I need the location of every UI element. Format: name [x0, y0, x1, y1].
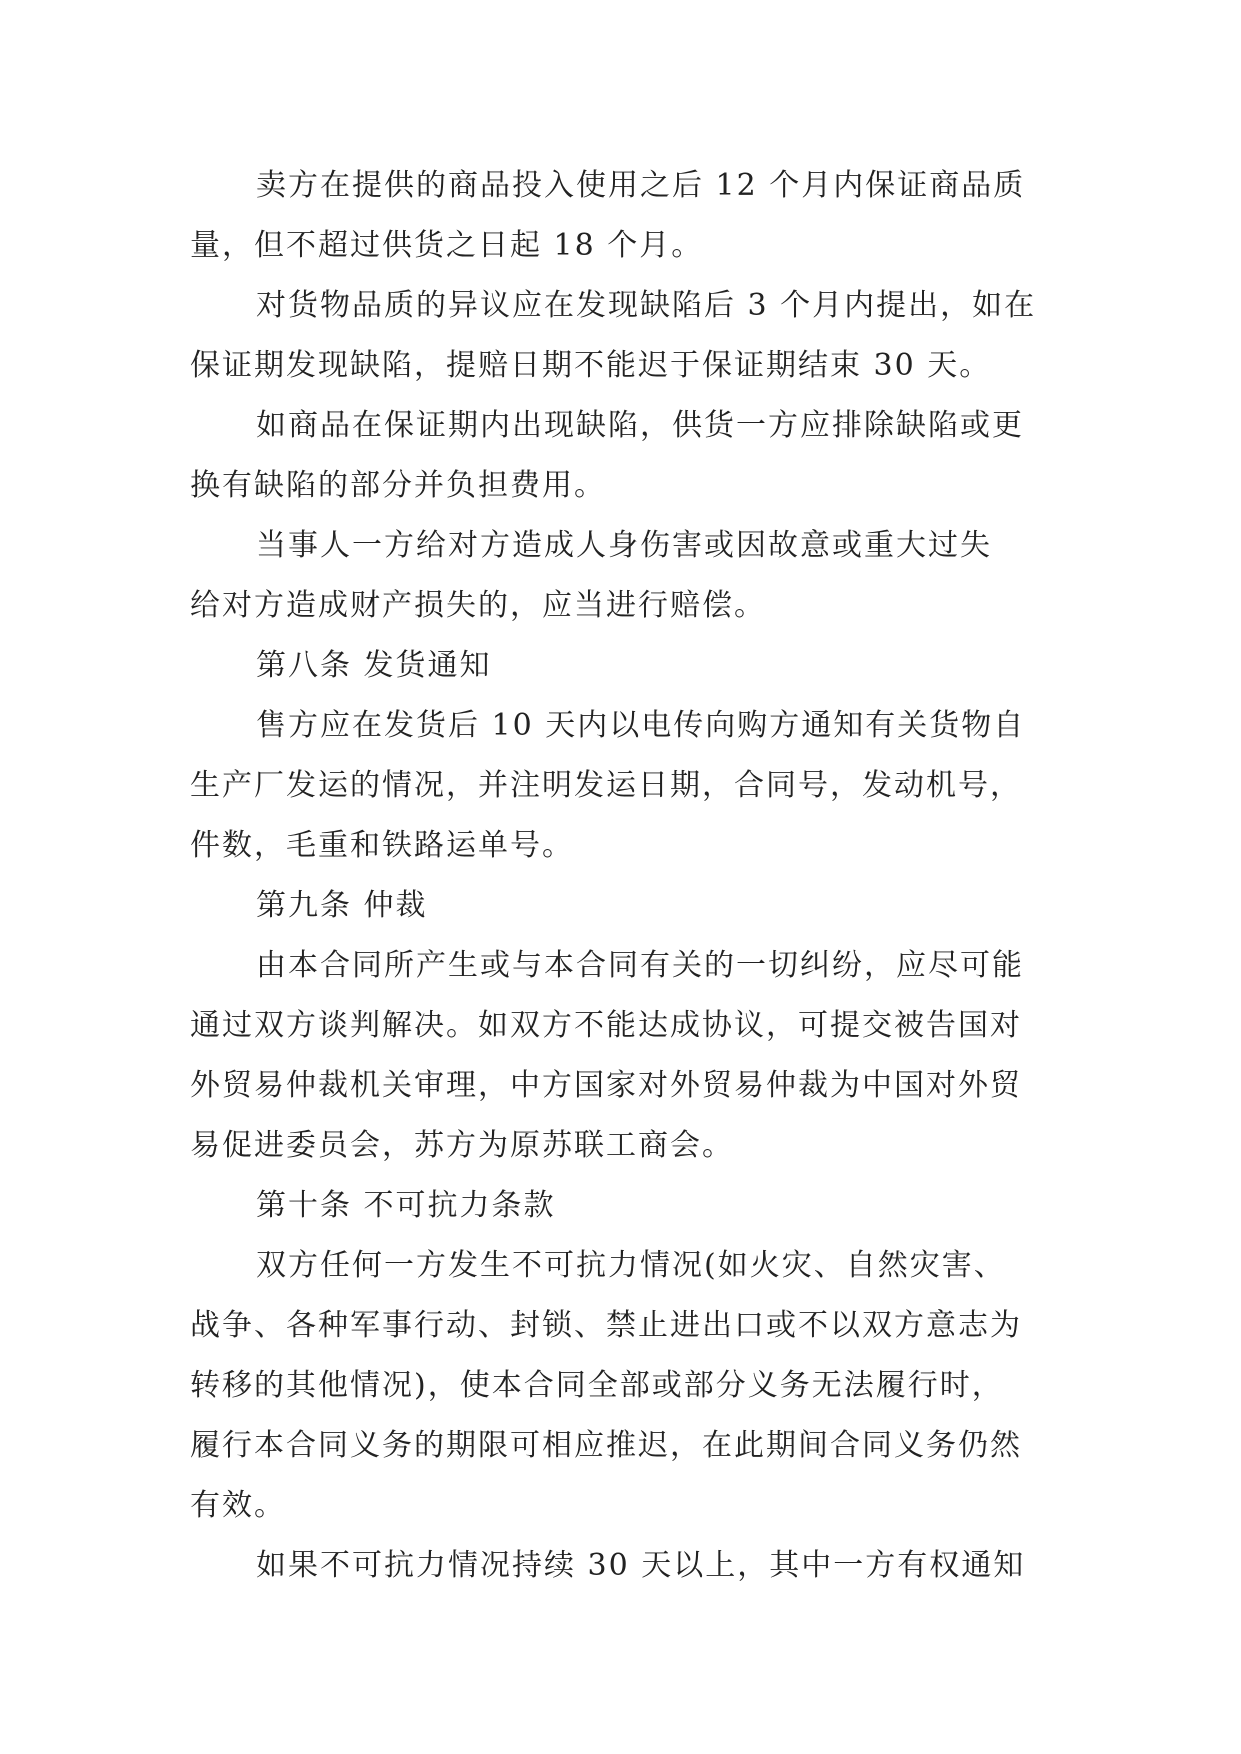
paragraph-line: 通过双方谈判解决。如双方不能达成协议，可提交被告国对 — [190, 1008, 1022, 1043]
paragraph-line: 履行本合同义务的期限可相应推迟，在此期间合同义务仍然 — [190, 1428, 1022, 1463]
paragraph-line: 外贸易仲裁机关审理，中方国家对外贸易仲裁为中国对外贸 — [190, 1068, 1022, 1103]
paragraph-line: 对货物品质的异议应在发现缺陷后 3 个月内提出，如在 — [256, 288, 1037, 323]
paragraph-line: 换有缺陷的部分并负担费用。 — [190, 468, 606, 503]
paragraph-line: 量，但不超过供货之日起 18 个月。 — [190, 228, 704, 263]
paragraph-line: 给对方造成财产损失的，应当进行赔偿。 — [190, 588, 766, 623]
paragraph-line: 有效。 — [190, 1488, 286, 1523]
paragraph-line: 保证期发现缺陷，提赔日期不能迟于保证期结束 30 天。 — [190, 348, 992, 383]
section-heading-article-10: 第十条 不可抗力条款 — [256, 1188, 556, 1223]
paragraph-line: 战争、各种军事行动、封锁、禁止进出口或不以双方意志为 — [190, 1308, 1022, 1343]
paragraph-line: 售方应在发货后 10 天内以电传向购方通知有关货物自 — [256, 708, 1026, 743]
paragraph-line: 生产厂发运的情况，并注明发运日期，合同号，发动机号， — [190, 768, 1022, 803]
document-body — [190, 156, 1050, 1596]
paragraph-line: 易促进委员会，苏方为原苏联工商会。 — [190, 1128, 734, 1163]
section-heading-article-8: 第八条 发货通知 — [256, 648, 492, 683]
paragraph-line: 双方任何一方发生不可抗力情况(如火灾、自然灾害、 — [256, 1248, 1006, 1283]
paragraph-line: 当事人一方给对方造成人身伤害或因故意或重大过失 — [256, 528, 992, 563]
paragraph-line: 由本合同所产生或与本合同有关的一切纠纷，应尽可能 — [256, 948, 1024, 983]
paragraph-line: 如商品在保证期内出现缺陷，供货一方应排除缺陷或更 — [256, 408, 1024, 443]
paragraph-line: 如果不可抗力情况持续 30 天以上，其中一方有权通知 — [256, 1548, 1026, 1583]
paragraph-line: 转移的其他情况)，使本合同全部或部分义务无法履行时， — [190, 1368, 1004, 1403]
section-heading-article-9: 第九条 仲裁 — [256, 888, 428, 923]
paragraph-line: 件数，毛重和铁路运单号。 — [190, 828, 574, 863]
paragraph-line: 卖方在提供的商品投入使用之后 12 个月内保证商品质 — [256, 168, 1026, 203]
